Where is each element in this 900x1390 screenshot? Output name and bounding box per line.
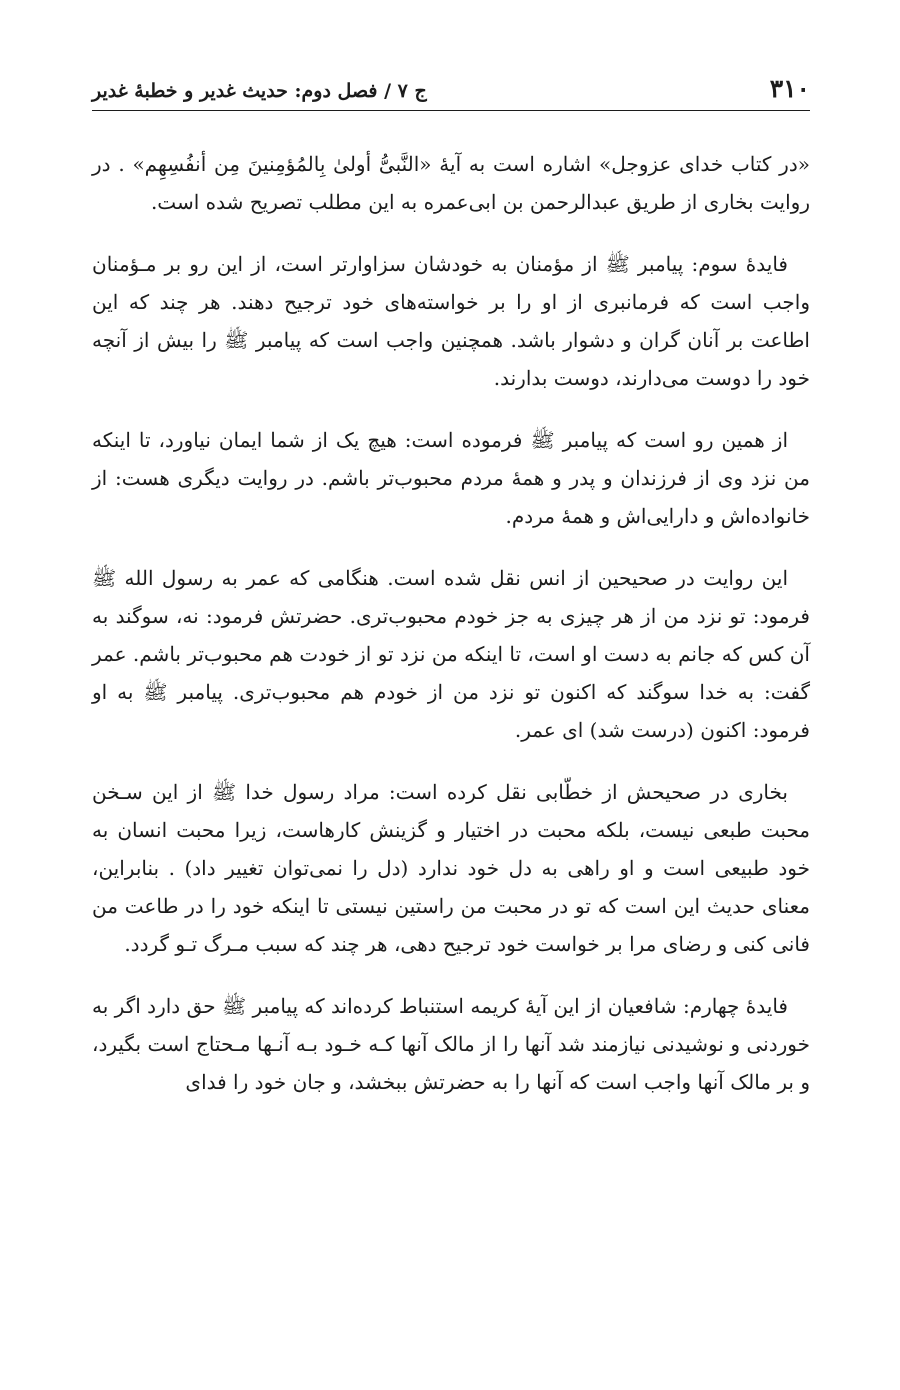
running-title: ج ۷ / فصل دوم: حدیث غدیر و خطبهٔ غدیر [92, 80, 427, 102]
running-header [92, 60, 810, 111]
paragraph-hadith-faith: از همین رو است که پیامبر ﷺ فرموده است: هیچ یک از شما ایمان نیاورد، تا اینکه من نزد وی از فرزندان و پدر و همهٔ مردم محبوب‌تر باشم. در روایت دیگری هست: از خانواده‌اش و دارایی‌اش و همهٔ مردم. [92, 428, 810, 528]
body-text [92, 145, 810, 1101]
paragraph-khattabi-explanation: بخاری در صحیحش از خطّابی نقل کرده است: مراد رسول خدا ﷺ از این سـخن محبت طبعی نیست، بلکه محبت در اختیار و گزینش کارهاست، زیرا محبت انسان به خود طبیعی است و او راهی به دل خود ندارد (دل را نمی‌توان تغییر داد) . بنابراین، معنای حدیث این است که تو در محبت من راستین نیستی تا اینکه خود را در طاعت من فانی کنی و رضای مرا بر خواست خود ترجیح دهی، هر چند که سبب مـرگ تـو گردد. [92, 780, 810, 956]
paragraph-verse-reference: «در کتاب خدای عزوجل» اشاره است به آیهٔ «النَّبیُّ أولیٰ بِالمُؤمِنینَ مِن أنفُسِهِم» . در روایت بخاری از طریق عبدالرحمن بن ابی‌عمره به این مطلب تصریح شده است. [92, 152, 810, 214]
book-page [92, 60, 810, 1360]
paragraph-benefit-three: فایدهٔ سوم: پیامبر ﷺ از مؤمنان به خودشان سزاوارتر است، از این رو بر مـؤمنان واجب است که فرمانبری از او را بر خواسته‌های خود ترجیح دهند. هر چند که این اطاعت بر آنان گران و دشوار باشد. همچنین واجب است که پیامبر ﷺ را بیش از آنچه خود را دوست می‌دارند، دوست بدارند. [92, 252, 811, 390]
paragraph-umar-narration: این روایت در صحیحین از انس نقل شده است. هنگامی که عمر به رسول الله ﷺ فرمود: تو نزد من از هر چیزی به جز خودم محبوب‌تری. حضرتش فرمود: نه، سوگند به آن کس که جانم به دست او است، تا اینکه من نزد تو از خودت هم محبوب‌تر باشم. عمر گفت: به خدا سوگند که اکنون تو نزد من از خودم هم محبوب‌تری. پیامبر ﷺ به او فرمود: اکنون (درست شد) ای عمر. [92, 566, 810, 742]
page-number: ۳۱۰ [769, 74, 810, 103]
paragraph-benefit-four: فایدهٔ چهارم: شافعیان از این آیهٔ کریمه استنباط کرده‌اند که پیامبر ﷺ حق دارد اگر به خوردنی و نوشیدنی نیازمند شد آنها را از مالک آنها کـه خـود بـه آنـها مـحتاج است بگیرد، و بر مالک آنها واجب است که آنها را به حضرتش ببخشد، و جان خود را فدای [92, 994, 810, 1094]
